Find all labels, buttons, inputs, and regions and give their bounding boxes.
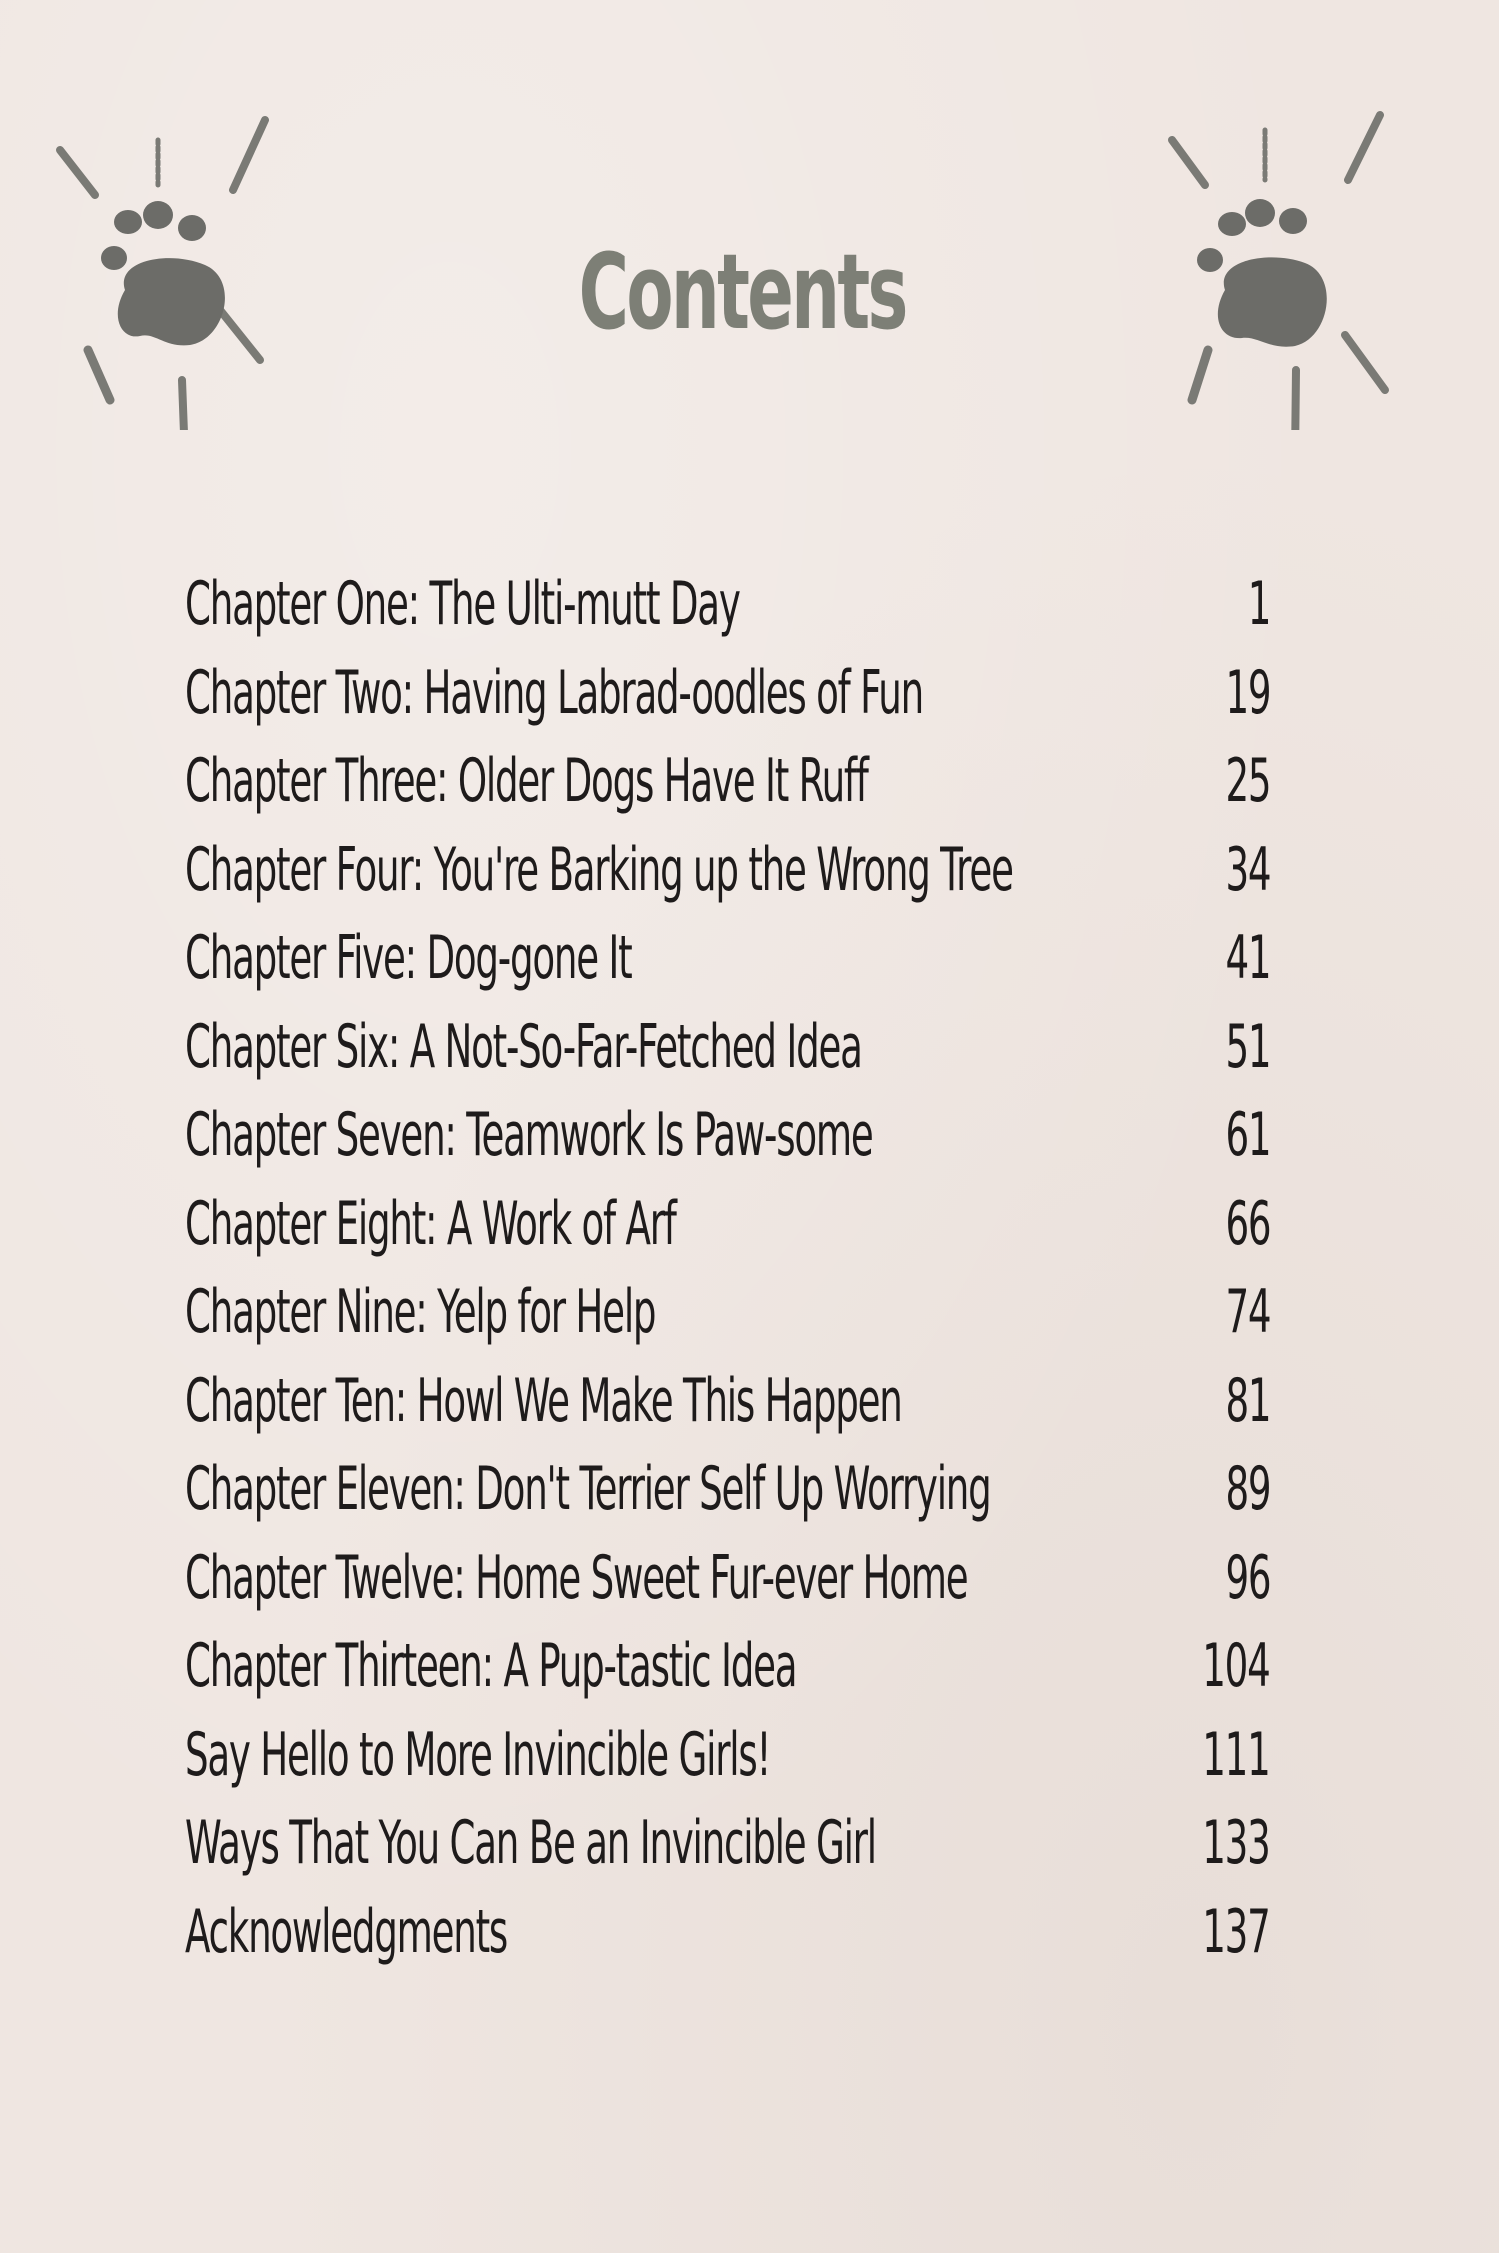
toc-entry-page: 133	[1202, 1808, 1270, 1878]
toc-entry-title: Chapter Twelve: Home Sweet Fur-ever Home	[185, 1542, 968, 1613]
toc-entry-title: Chapter Five: Dog-gone It	[185, 923, 632, 993]
toc-entry-title: Chapter One: The Ulti-mutt Day	[185, 569, 740, 639]
toc-entry-page: 74	[1225, 1277, 1270, 1347]
toc-entry[interactable]	[185, 826, 1270, 915]
toc-entry-page: 19	[1225, 657, 1270, 728]
toc-entry-title: Chapter Four: You're Barking up the Wrong Tree	[185, 834, 1013, 905]
toc-entry-title: Say Hello to More Invincible Girls!	[185, 1719, 771, 1790]
toc-entry-title: Chapter Six: A Not-So-Far-Fetched Idea	[185, 1011, 862, 1082]
toc-entry-title: Chapter Three: Older Dogs Have It Ruff	[185, 746, 868, 816]
toc-entry-page: 51	[1225, 1011, 1270, 1082]
toc-entry-page: 34	[1225, 834, 1270, 905]
toc-entry-page: 89	[1225, 1454, 1270, 1524]
toc-entry-title: Chapter Eleven: Don't Terrier Self Up Worrying	[185, 1454, 991, 1524]
toc-entry-page: 41	[1225, 923, 1270, 993]
toc-entry[interactable]	[185, 1622, 1270, 1711]
toc-entry-page: 111	[1202, 1719, 1270, 1790]
toc-entry-page: 1	[1247, 569, 1270, 639]
toc-entry-title: Chapter Two: Having Labrad-oodles of Fun	[185, 657, 923, 728]
toc-entry-title: Chapter Thirteen: A Pup-tastic Idea	[185, 1631, 797, 1701]
toc-entry-title: Chapter Seven: Teamwork Is Paw-some	[185, 1100, 873, 1170]
toc-entry[interactable]	[185, 737, 1270, 826]
toc-entry-title: Chapter Ten: Howl We Make This Happen	[185, 1365, 902, 1436]
toc-entry-page: 104	[1202, 1631, 1270, 1701]
toc-entry[interactable]	[185, 1091, 1270, 1180]
toc-entry[interactable]	[185, 1799, 1270, 1888]
toc-entry[interactable]	[185, 1268, 1270, 1357]
toc-entry[interactable]	[185, 1003, 1270, 1092]
toc-entry-title: Ways That You Can Be an Invincible Girl	[185, 1808, 876, 1878]
toc-entry[interactable]	[185, 1180, 1270, 1269]
toc-entry-page: 96	[1225, 1542, 1270, 1613]
page-title: Contents	[578, 231, 906, 353]
toc-entry-page: 25	[1225, 746, 1270, 816]
toc-entry-page: 137	[1202, 1896, 1270, 1967]
toc-entry-page: 66	[1225, 1188, 1270, 1259]
toc-entry[interactable]	[185, 649, 1270, 738]
toc-entry-page: 81	[1225, 1365, 1270, 1436]
toc-entry[interactable]	[185, 560, 1270, 649]
toc-entry[interactable]	[185, 1445, 1270, 1534]
toc-entry[interactable]	[185, 914, 1270, 1003]
toc-entry-page: 61	[1225, 1100, 1270, 1170]
toc-entry[interactable]	[185, 1357, 1270, 1446]
toc-entry[interactable]	[185, 1888, 1270, 1977]
toc-entry-title: Chapter Nine: Yelp for Help	[185, 1277, 656, 1347]
table-of-contents	[185, 560, 1270, 1976]
toc-entry-title: Acknowledgments	[185, 1896, 508, 1967]
toc-entry-title: Chapter Eight: A Work of Arf	[185, 1188, 676, 1259]
toc-entry[interactable]	[185, 1711, 1270, 1800]
toc-entry[interactable]	[185, 1534, 1270, 1623]
